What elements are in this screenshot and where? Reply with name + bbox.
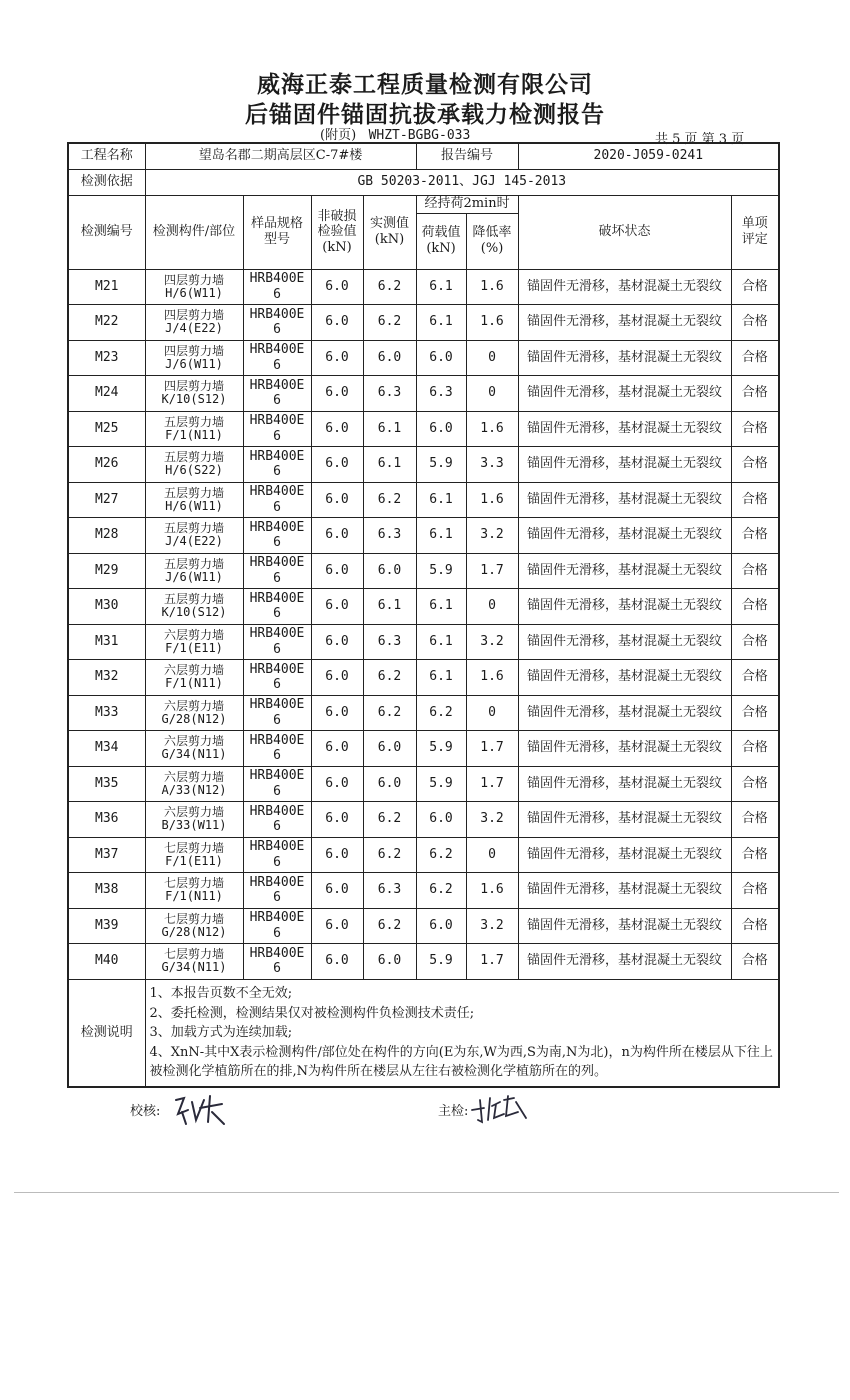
measured-value: 6.3 (363, 376, 416, 412)
table-row (68, 482, 779, 518)
sample-id: M25 (68, 411, 145, 447)
verdict: 合格 (731, 589, 779, 625)
failure-state: 锚固件无滑移，基材混凝土无裂纹 (518, 766, 731, 802)
sample-id: M24 (68, 376, 145, 412)
verdict: 合格 (731, 269, 779, 305)
verdict: 合格 (731, 376, 779, 412)
hold-load-value: 6.1 (416, 589, 466, 625)
member-floor: 六层剪力墙 (163, 698, 224, 713)
verdict: 合格 (731, 944, 779, 980)
member-floor: 四层剪力墙 (163, 272, 224, 287)
measured-value: 6.1 (363, 447, 416, 483)
member-floor: 五层剪力墙 (163, 450, 224, 465)
project-row (68, 143, 779, 169)
failure-state: 锚固件无滑移，基材混凝土无裂纹 (518, 553, 731, 589)
drop-rate: 0 (466, 837, 518, 873)
project-value: 望岛名郡二期高层区C-7#楼 (145, 143, 416, 169)
member-location (145, 766, 243, 802)
sample-id: M23 (68, 340, 145, 376)
hold-load-value: 6.1 (416, 660, 466, 696)
member-axis: H/6(W11) (165, 285, 223, 300)
col-header-verdict-line2: 评定 (741, 232, 768, 247)
nondestructive-value: 6.0 (311, 376, 363, 412)
drop-rate: 0 (466, 340, 518, 376)
drop-rate: 1.7 (466, 731, 518, 767)
measured-value: 6.1 (363, 589, 416, 625)
failure-state: 锚固件无滑移，基材混凝土无裂纹 (518, 873, 731, 909)
appendix-label: (附页) (320, 128, 357, 143)
member-axis: K/10(S12) (161, 605, 227, 620)
nondestructive-value: 6.0 (311, 305, 363, 341)
col-header-id: 检测编号 (68, 195, 145, 269)
member-axis: K/10(S12) (161, 392, 227, 407)
col-header-measured (363, 195, 416, 269)
measured-value: 6.1 (363, 411, 416, 447)
col-header-nd-line2: 检验值 (317, 224, 357, 240)
member-floor: 五层剪力墙 (163, 414, 224, 429)
nondestructive-value: 6.0 (311, 944, 363, 980)
drop-rate: 0 (466, 589, 518, 625)
basis-value: GB 50203-2011、JGJ 145-2013 (145, 169, 779, 195)
failure-state: 锚固件无滑移，基材混凝土无裂纹 (518, 731, 731, 767)
table-row (68, 695, 779, 731)
nondestructive-value: 6.0 (311, 660, 363, 696)
hold-load-value: 6.0 (416, 908, 466, 944)
failure-state: 锚固件无滑移，基材混凝土无裂纹 (518, 944, 731, 980)
report-code: WHZT-BGBG-033 (368, 128, 471, 143)
hold-load-value: 6.1 (416, 482, 466, 518)
member-floor: 七层剪力墙 (163, 840, 224, 855)
nondestructive-value: 6.0 (311, 482, 363, 518)
measured-value: 6.0 (363, 944, 416, 980)
member-axis: G/28(N12) (161, 924, 227, 939)
failure-state: 锚固件无滑移，基材混凝土无裂纹 (518, 802, 731, 838)
measured-value: 6.2 (363, 837, 416, 873)
drop-rate: 3.2 (466, 624, 518, 660)
nondestructive-value: 6.0 (311, 624, 363, 660)
failure-state: 锚固件无滑移，基材混凝土无裂纹 (518, 624, 731, 660)
col-header-verdict-line1: 单项 (741, 216, 768, 232)
table-row (68, 447, 779, 483)
sample-id: M38 (68, 873, 145, 909)
member-location (145, 837, 243, 873)
notes-row (68, 979, 779, 1087)
table-row (68, 944, 779, 980)
checker-label: 校核: (130, 1104, 161, 1119)
member-floor: 七层剪力墙 (163, 911, 224, 926)
report-no-value: 2020-J059-0241 (518, 143, 779, 169)
sample-spec: HRB400E 6 (243, 518, 311, 554)
sample-id: M32 (68, 660, 145, 696)
verdict: 合格 (731, 873, 779, 909)
sample-spec: HRB400E 6 (243, 269, 311, 305)
sample-spec: HRB400E 6 (243, 766, 311, 802)
report-title: 后锚固件锚固抗拔承载力检测报告 (245, 101, 605, 128)
sample-spec: HRB400E 6 (243, 731, 311, 767)
hold-load-value: 6.2 (416, 837, 466, 873)
drop-rate: 1.6 (466, 411, 518, 447)
col-header-failure: 破坏状态 (518, 195, 731, 269)
member-floor: 五层剪力墙 (163, 521, 224, 536)
failure-state: 锚固件无滑移，基材混凝土无裂纹 (518, 305, 731, 341)
notes-label: 检测说明 (68, 979, 145, 1087)
sample-spec: HRB400E 6 (243, 376, 311, 412)
member-floor: 七层剪力墙 (163, 876, 224, 891)
failure-state: 锚固件无滑移，基材混凝土无裂纹 (518, 340, 731, 376)
measured-value: 6.2 (363, 305, 416, 341)
member-location (145, 589, 243, 625)
hold-load-value: 5.9 (416, 553, 466, 589)
member-floor: 六层剪力墙 (163, 734, 224, 749)
notes-content (145, 979, 779, 1087)
table-row (68, 305, 779, 341)
measured-value: 6.3 (363, 873, 416, 909)
nondestructive-value: 6.0 (311, 553, 363, 589)
verdict: 合格 (731, 482, 779, 518)
col-header-verdict (731, 195, 779, 269)
failure-state: 锚固件无滑移，基材混凝土无裂纹 (518, 482, 731, 518)
sample-id: M21 (68, 269, 145, 305)
verdict: 合格 (731, 766, 779, 802)
measured-value: 6.2 (363, 269, 416, 305)
drop-rate: 3.2 (466, 518, 518, 554)
report-subline (320, 124, 470, 143)
col-header-spec (243, 195, 311, 269)
verdict: 合格 (731, 624, 779, 660)
hold-load-value: 6.2 (416, 695, 466, 731)
table-row (68, 766, 779, 802)
sample-spec: HRB400E 6 (243, 411, 311, 447)
drop-rate: 1.6 (466, 482, 518, 518)
member-axis: J/4(E22) (165, 534, 223, 549)
nondestructive-value: 6.0 (311, 837, 363, 873)
member-axis: J/4(E22) (165, 321, 223, 336)
member-axis: F/1(E11) (165, 640, 223, 655)
measured-value: 6.0 (363, 731, 416, 767)
drop-rate: 0 (466, 695, 518, 731)
table-row (68, 873, 779, 909)
sample-id: M31 (68, 624, 145, 660)
hold-load-value: 5.9 (416, 447, 466, 483)
note-item: 2、委托检测，检测结果仅对被检测构件负检测技术责任; (149, 1005, 475, 1021)
sample-id: M40 (68, 944, 145, 980)
table-row (68, 624, 779, 660)
col-header-load-line2: (kN) (426, 241, 456, 256)
member-location (145, 269, 243, 305)
member-floor: 五层剪力墙 (163, 556, 224, 571)
measured-value: 6.3 (363, 624, 416, 660)
sample-id: M28 (68, 518, 145, 554)
sample-spec: HRB400E 6 (243, 589, 311, 625)
member-axis: H/6(W11) (165, 498, 223, 513)
measured-value: 6.2 (363, 482, 416, 518)
project-label: 工程名称 (68, 143, 145, 169)
sample-id: M37 (68, 837, 145, 873)
drop-rate: 0 (466, 376, 518, 412)
member-axis: J/6(W11) (165, 569, 223, 584)
nondestructive-value: 6.0 (311, 731, 363, 767)
failure-state: 锚固件无滑移，基材混凝土无裂纹 (518, 589, 731, 625)
drop-rate: 3.3 (466, 447, 518, 483)
measured-value: 6.0 (363, 766, 416, 802)
hold-load-value: 6.1 (416, 624, 466, 660)
verdict: 合格 (731, 837, 779, 873)
col-header-nd-line3: (kN) (322, 239, 352, 255)
sample-id: M36 (68, 802, 145, 838)
col-header-spec-line2: 型号 (263, 232, 290, 247)
member-axis: F/1(N11) (165, 676, 223, 691)
measured-value: 6.3 (363, 518, 416, 554)
measured-value: 6.2 (363, 660, 416, 696)
failure-state: 锚固件无滑移，基材混凝土无裂纹 (518, 518, 731, 554)
nondestructive-value: 6.0 (311, 411, 363, 447)
page-bottom-rule (14, 1192, 839, 1193)
col-header-drop-line1: 降低率 (472, 225, 512, 241)
sample-id: M39 (68, 908, 145, 944)
sample-spec: HRB400E 6 (243, 482, 311, 518)
member-location (145, 305, 243, 341)
sample-spec: HRB400E 6 (243, 340, 311, 376)
report-table (67, 142, 780, 1088)
member-location (145, 447, 243, 483)
member-floor: 四层剪力墙 (163, 343, 224, 358)
verdict: 合格 (731, 553, 779, 589)
hold-load-value: 5.9 (416, 766, 466, 802)
verdict: 合格 (731, 695, 779, 731)
member-floor: 六层剪力墙 (163, 663, 224, 678)
sample-id: M29 (68, 553, 145, 589)
hold-load-value: 5.9 (416, 944, 466, 980)
member-location (145, 553, 243, 589)
verdict: 合格 (731, 518, 779, 554)
member-location (145, 624, 243, 660)
member-floor: 四层剪力墙 (163, 379, 224, 394)
table-row (68, 411, 779, 447)
chief-label: 主检: (438, 1104, 469, 1119)
member-location (145, 660, 243, 696)
nondestructive-value: 6.0 (311, 873, 363, 909)
hold-load-value: 6.0 (416, 802, 466, 838)
member-axis: B/33(W11) (161, 818, 227, 833)
member-axis: F/1(N11) (165, 427, 223, 442)
chief-signature (470, 1092, 530, 1126)
header-row-1 (68, 195, 779, 213)
member-location (145, 376, 243, 412)
drop-rate: 3.2 (466, 908, 518, 944)
member-floor: 六层剪力墙 (163, 627, 224, 642)
verdict: 合格 (731, 411, 779, 447)
nondestructive-value: 6.0 (311, 269, 363, 305)
failure-state: 锚固件无滑移，基材混凝土无裂纹 (518, 908, 731, 944)
drop-rate: 1.6 (466, 305, 518, 341)
table-row (68, 269, 779, 305)
nondestructive-value: 6.0 (311, 340, 363, 376)
sample-spec: HRB400E 6 (243, 660, 311, 696)
member-axis: F/1(N11) (165, 889, 223, 904)
hold-load-value: 6.2 (416, 873, 466, 909)
nondestructive-value: 6.0 (311, 908, 363, 944)
verdict: 合格 (731, 305, 779, 341)
sample-spec: HRB400E 6 (243, 802, 311, 838)
member-location (145, 695, 243, 731)
table-row (68, 589, 779, 625)
note-item: 1、本报告页数不全无效; (149, 986, 293, 1001)
member-axis: G/34(N11) (161, 960, 227, 975)
member-location (145, 944, 243, 980)
note-item: 4、XnN-其中X表示检测构件/部位处在构件的方向(E为东,W为西,S为南,N为北)，n为构件所在楼层从下往上被检测化学植筋所在的排,N为构件所在楼层从左往右被检测化学植筋所在的列。 (149, 1044, 773, 1079)
member-floor: 五层剪力墙 (163, 592, 224, 607)
member-axis: F/1(E11) (165, 853, 223, 868)
table-row (68, 731, 779, 767)
sample-id: M30 (68, 589, 145, 625)
sample-spec: HRB400E 6 (243, 305, 311, 341)
col-header-hold-group: 经持荷2min时 (416, 195, 518, 213)
sample-id: M35 (68, 766, 145, 802)
sample-id: M33 (68, 695, 145, 731)
sample-spec: HRB400E 6 (243, 695, 311, 731)
member-floor: 四层剪力墙 (163, 308, 224, 323)
col-header-spec-line1: 样品规格 (250, 216, 303, 232)
member-floor: 六层剪力墙 (163, 769, 224, 784)
col-header-nd-line1: 非破损 (317, 208, 357, 224)
page-info: 共 5 页 第 3 页 (655, 132, 745, 147)
sample-spec: HRB400E 6 (243, 624, 311, 660)
table-row (68, 660, 779, 696)
measured-value: 6.2 (363, 802, 416, 838)
sample-id: M27 (68, 482, 145, 518)
hold-load-value: 6.0 (416, 411, 466, 447)
drop-rate: 1.6 (466, 269, 518, 305)
nondestructive-value: 6.0 (311, 695, 363, 731)
verdict: 合格 (731, 660, 779, 696)
table-row (68, 837, 779, 873)
verdict: 合格 (731, 731, 779, 767)
col-header-member: 检测构件/部位 (145, 195, 243, 269)
verdict: 合格 (731, 447, 779, 483)
hold-load-value: 6.0 (416, 340, 466, 376)
report-no-label: 报告编号 (416, 143, 518, 169)
sample-id: M22 (68, 305, 145, 341)
col-header-load-line1: 荷载值 (421, 225, 461, 241)
company-name: 威海正泰工程质量检测有限公司 (257, 71, 593, 98)
member-axis: G/28(N12) (161, 711, 227, 726)
member-floor: 七层剪力墙 (163, 947, 224, 962)
member-floor: 六层剪力墙 (163, 805, 224, 820)
sample-id: M26 (68, 447, 145, 483)
hold-load-value: 6.1 (416, 269, 466, 305)
note-item: 3、加载方式为连续加载; (149, 1025, 293, 1040)
drop-rate: 1.7 (466, 766, 518, 802)
member-axis: A/33(N12) (161, 782, 227, 797)
verdict: 合格 (731, 908, 779, 944)
verdict: 合格 (731, 802, 779, 838)
basis-label: 检测依据 (68, 169, 145, 195)
sample-spec: HRB400E 6 (243, 447, 311, 483)
col-header-meas-line2: (kN) (374, 232, 405, 247)
drop-rate: 1.7 (466, 553, 518, 589)
failure-state: 锚固件无滑移，基材混凝土无裂纹 (518, 695, 731, 731)
member-location (145, 802, 243, 838)
member-location (145, 873, 243, 909)
verdict: 合格 (731, 340, 779, 376)
measured-value: 6.0 (363, 340, 416, 376)
member-location (145, 482, 243, 518)
sample-id: M34 (68, 731, 145, 767)
table-row (68, 553, 779, 589)
nondestructive-value: 6.0 (311, 447, 363, 483)
member-location (145, 411, 243, 447)
failure-state: 锚固件无滑移，基材混凝土无裂纹 (518, 447, 731, 483)
hold-load-value: 5.9 (416, 731, 466, 767)
drop-rate: 3.2 (466, 802, 518, 838)
table-row (68, 802, 779, 838)
col-header-meas-line1: 实测值 (370, 216, 410, 232)
failure-state: 锚固件无滑移，基材混凝土无裂纹 (518, 411, 731, 447)
hold-load-value: 6.3 (416, 376, 466, 412)
sample-spec: HRB400E 6 (243, 873, 311, 909)
measured-value: 6.2 (363, 908, 416, 944)
sample-spec: HRB400E 6 (243, 908, 311, 944)
col-header-load (416, 213, 466, 269)
basis-row (68, 169, 779, 195)
failure-state: 锚固件无滑移，基材混凝土无裂纹 (518, 376, 731, 412)
drop-rate: 1.6 (466, 873, 518, 909)
hold-load-value: 6.1 (416, 518, 466, 554)
drop-rate: 1.7 (466, 944, 518, 980)
member-axis: G/34(N11) (161, 747, 227, 762)
member-floor: 五层剪力墙 (163, 485, 224, 500)
member-location (145, 518, 243, 554)
member-axis: J/6(W11) (165, 356, 223, 371)
col-header-drop (466, 213, 518, 269)
failure-state: 锚固件无滑移，基材混凝土无裂纹 (518, 837, 731, 873)
sample-spec: HRB400E 6 (243, 944, 311, 980)
measured-value: 6.2 (363, 695, 416, 731)
member-location (145, 340, 243, 376)
nondestructive-value: 6.0 (311, 589, 363, 625)
table-row (68, 376, 779, 412)
table-row (68, 908, 779, 944)
nondestructive-value: 6.0 (311, 518, 363, 554)
table-row (68, 518, 779, 554)
nondestructive-value: 6.0 (311, 802, 363, 838)
failure-state: 锚固件无滑移，基材混凝土无裂纹 (518, 269, 731, 305)
failure-state: 锚固件无滑移，基材混凝土无裂纹 (518, 660, 731, 696)
hold-load-value: 6.1 (416, 305, 466, 341)
member-location (145, 731, 243, 767)
member-location (145, 908, 243, 944)
measured-value: 6.0 (363, 553, 416, 589)
col-header-nondestructive (311, 195, 363, 269)
drop-rate: 1.6 (466, 660, 518, 696)
col-header-drop-line2: (%) (480, 241, 504, 256)
nondestructive-value: 6.0 (311, 766, 363, 802)
member-axis: H/6(S22) (165, 463, 223, 478)
sample-spec: HRB400E 6 (243, 837, 311, 873)
checker-signature (170, 1090, 230, 1128)
table-row (68, 340, 779, 376)
sample-spec: HRB400E 6 (243, 553, 311, 589)
